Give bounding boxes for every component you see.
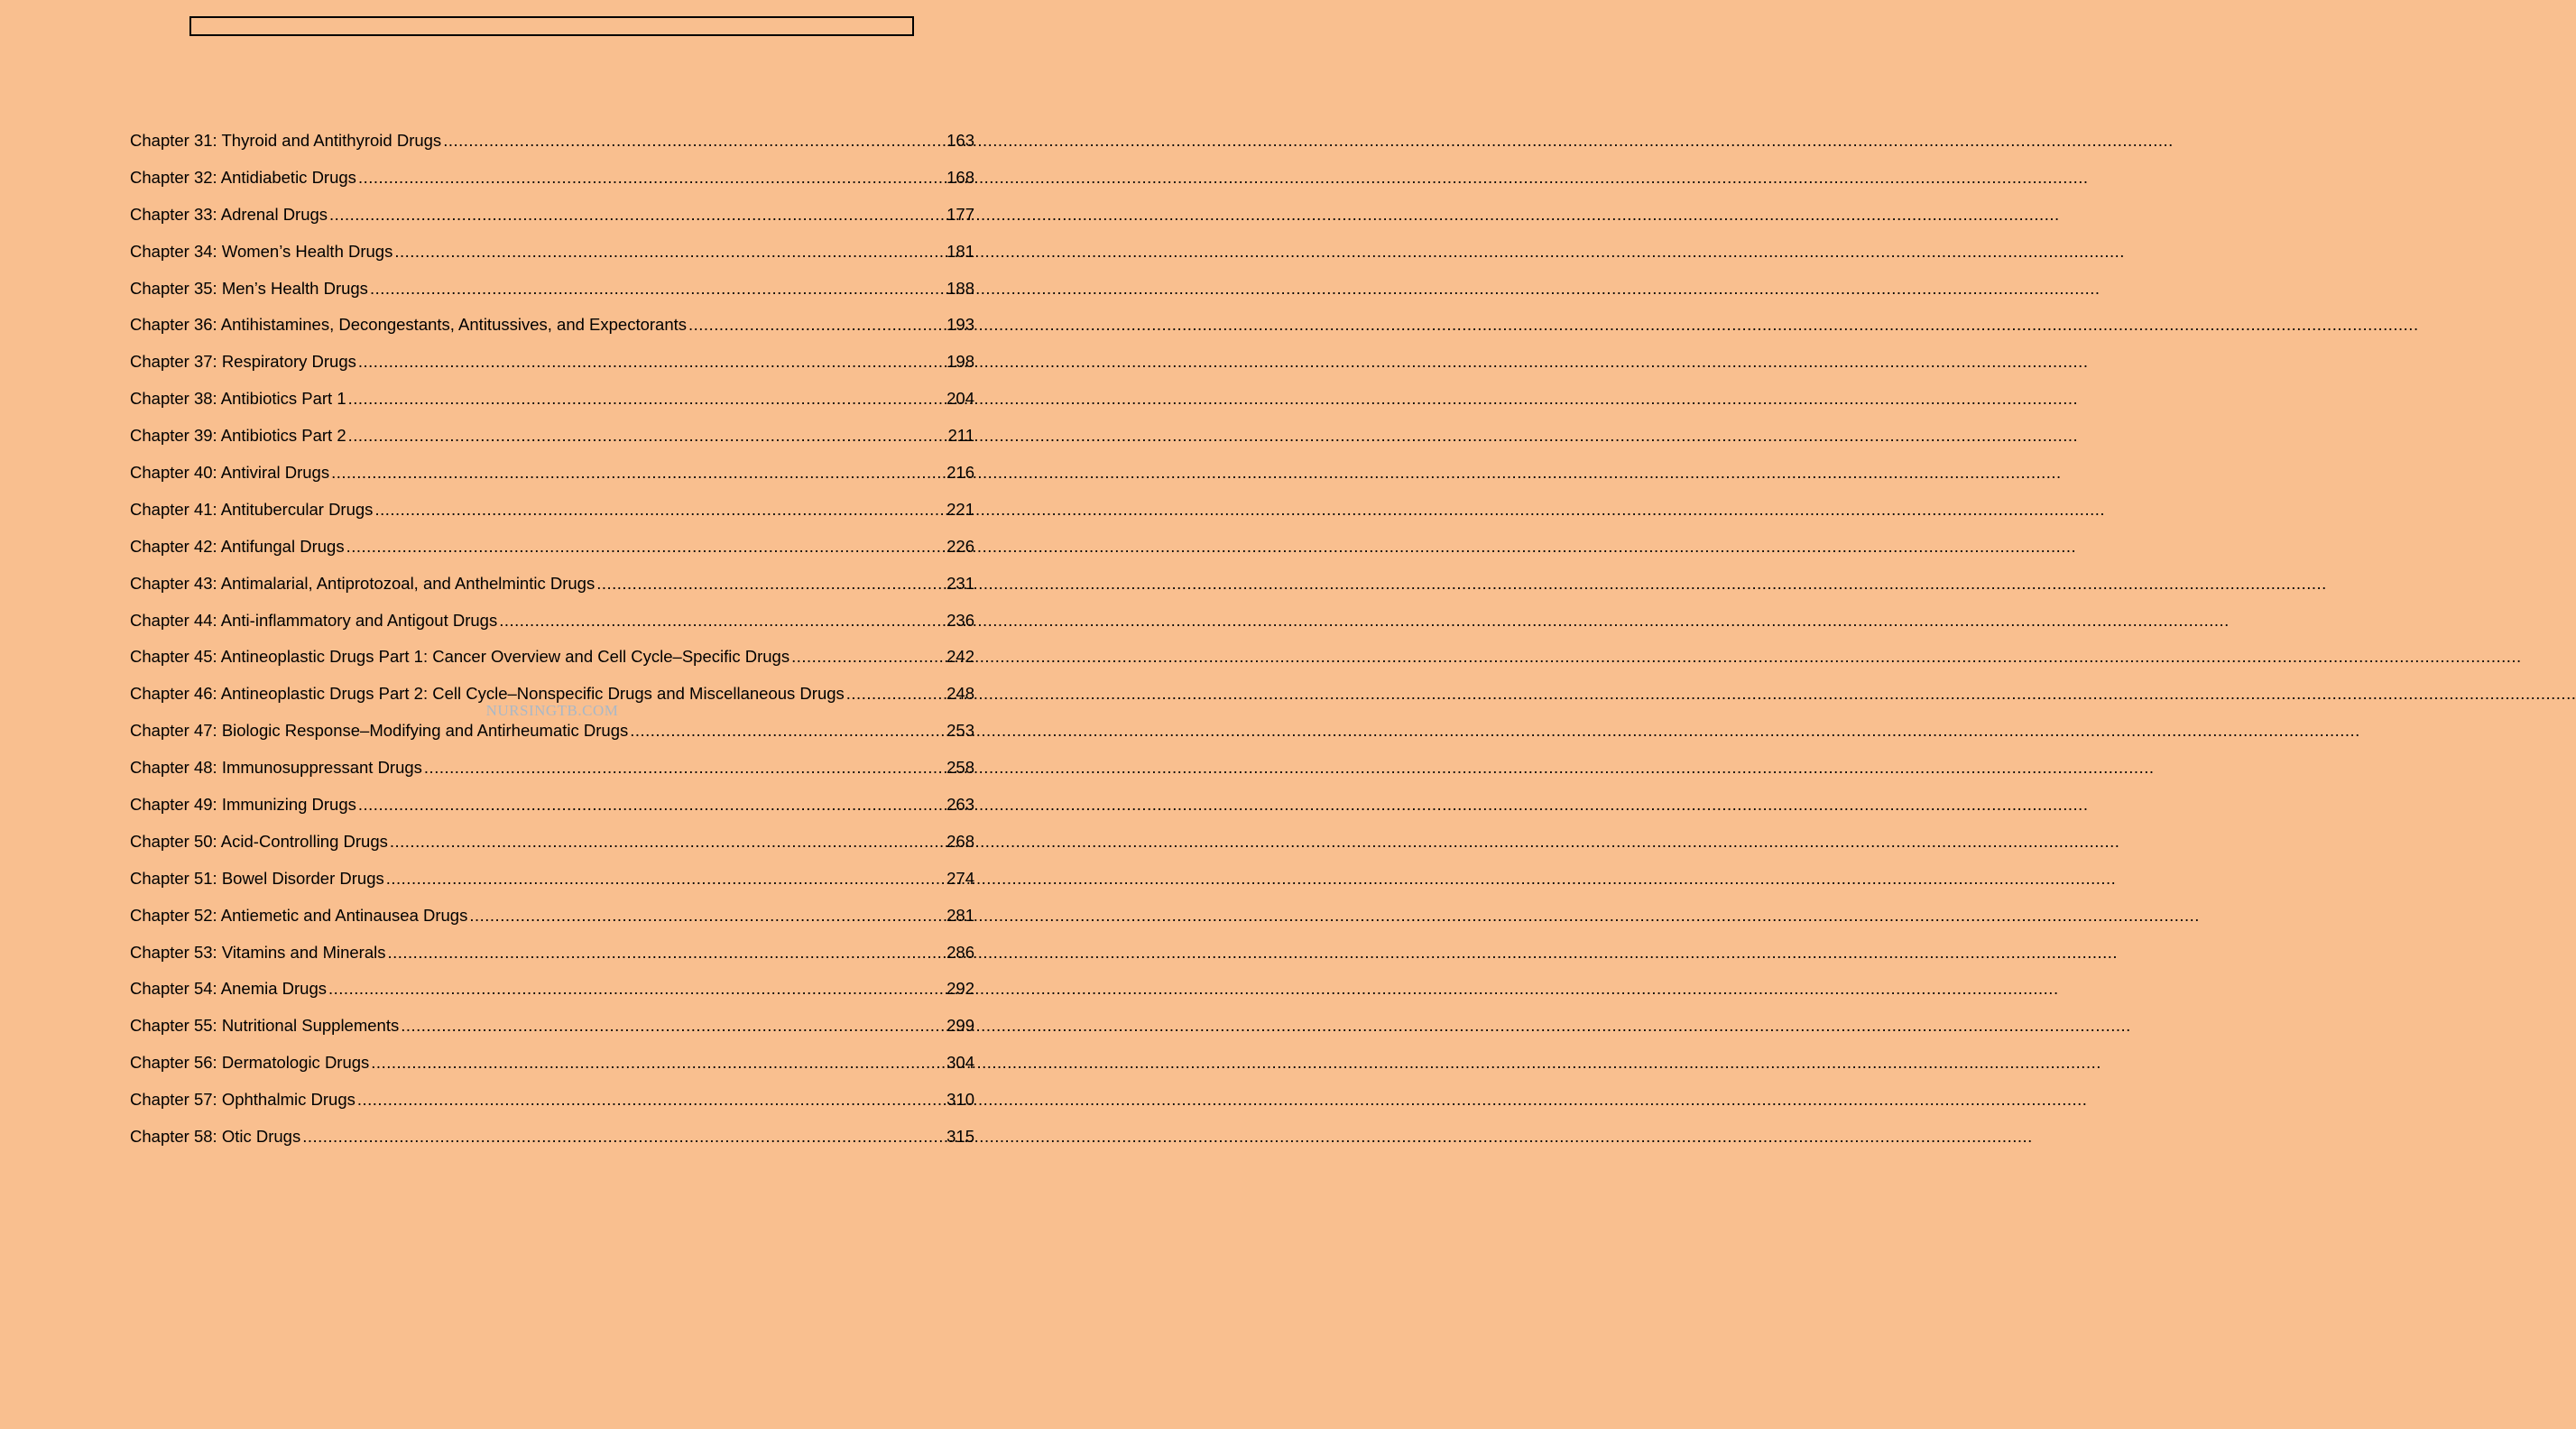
toc-page-number: 188 xyxy=(946,278,974,298)
toc-page-number: 248 xyxy=(946,684,974,704)
toc-entry-chapter-58[interactable] xyxy=(130,1123,974,1160)
toc-dot-leader xyxy=(387,939,945,966)
toc-entry-chapter-45[interactable] xyxy=(130,643,974,680)
toc-dot-leader xyxy=(499,607,945,634)
toc-dot-leader xyxy=(846,680,945,707)
toc-entry-title: Chapter 31: Thyroid and Antithyroid Drugs xyxy=(130,131,442,150)
toc-page-number: 299 xyxy=(946,1016,974,1036)
toc-page-number: 310 xyxy=(946,1090,974,1110)
watermark: NURSINGTB.COM xyxy=(485,702,619,719)
toc-entry-chapter-53[interactable] xyxy=(130,939,974,976)
toc-entry-chapter-38[interactable] xyxy=(130,385,974,422)
toc-page-number: 193 xyxy=(946,315,974,335)
toc-dot-leader xyxy=(596,570,945,597)
toc-dot-leader xyxy=(371,1049,945,1076)
toc-entry-title: Chapter 42: Antifungal Drugs xyxy=(130,536,345,556)
toc-dot-leader xyxy=(358,791,945,818)
toc-page-number: 168 xyxy=(946,167,974,187)
toc-dot-leader xyxy=(358,164,945,191)
toc-entry-chapter-46[interactable] xyxy=(130,680,974,717)
toc-entry-chapter-33[interactable] xyxy=(130,201,974,238)
toc-entry-title: Chapter 57: Ophthalmic Drugs xyxy=(130,1090,355,1110)
toc-page-number: 226 xyxy=(946,536,974,556)
toc-page-number: 211 xyxy=(947,426,974,446)
toc-entry-chapter-39[interactable] xyxy=(130,422,974,459)
toc-page-number: 274 xyxy=(946,868,974,888)
toc-entry-title: Chapter 55: Nutritional Supplements xyxy=(130,1016,400,1036)
toc-entry-chapter-42[interactable] xyxy=(130,533,974,570)
toc-page-number: 177 xyxy=(946,204,974,224)
toc-dot-leader xyxy=(401,1012,945,1039)
toc-dot-leader xyxy=(346,533,946,560)
toc-entry-title: Chapter 51: Bowel Disorder Drugs xyxy=(130,868,384,888)
toc-entry-title: Chapter 58: Otic Drugs xyxy=(130,1127,301,1147)
toc-dot-leader xyxy=(630,717,945,744)
toc-page-number: 292 xyxy=(946,979,974,999)
toc-dot-leader xyxy=(443,127,945,154)
toc-entry-chapter-54[interactable] xyxy=(130,975,974,1012)
toc-dot-leader xyxy=(329,201,945,228)
toc-page-number: 286 xyxy=(946,942,974,962)
toc-entry-chapter-50[interactable] xyxy=(130,828,974,865)
header-box xyxy=(189,16,914,36)
toc-entry-chapter-55[interactable] xyxy=(130,1012,974,1049)
toc-dot-leader xyxy=(791,643,945,670)
toc-page-number: 263 xyxy=(946,795,974,815)
toc-entry-chapter-44[interactable] xyxy=(130,607,974,644)
toc-page-number: 258 xyxy=(946,758,974,778)
toc-entry-chapter-37[interactable] xyxy=(130,348,974,385)
toc-page-number: 221 xyxy=(946,499,974,519)
toc-entry-chapter-41[interactable] xyxy=(130,496,974,533)
toc-dot-leader xyxy=(370,275,945,302)
toc-entry-chapter-40[interactable] xyxy=(130,459,974,496)
toc-entry-chapter-52[interactable] xyxy=(130,902,974,939)
toc-entry-title: Chapter 35: Men’s Health Drugs xyxy=(130,278,368,298)
toc-entry-title: Chapter 43: Antimalarial, Antiprotozoal, and Anthelmintic Drugs xyxy=(130,573,596,593)
toc-entry-title: Chapter 45: Antineoplastic Drugs Part 1: Cancer Overview and Cell Cycle–Specific Drugs xyxy=(130,647,790,667)
toc-entry-title: Chapter 49: Immunizing Drugs xyxy=(130,795,356,815)
toc-dot-leader xyxy=(358,348,945,375)
toc-page-number: 181 xyxy=(946,241,974,261)
toc-dot-leader xyxy=(357,1086,945,1113)
toc-entry-title: Chapter 52: Antiemetic and Antinausea Drugs xyxy=(130,905,468,925)
toc-dot-leader xyxy=(390,828,945,855)
toc-entry-chapter-34[interactable] xyxy=(130,238,974,275)
toc-dot-leader xyxy=(394,238,945,265)
toc-entry-title: Chapter 41: Antitubercular Drugs xyxy=(130,499,374,519)
toc-page-number: 281 xyxy=(946,905,974,925)
toc-page-number: 198 xyxy=(946,352,974,372)
toc-entry-chapter-56[interactable] xyxy=(130,1049,974,1086)
toc-entry-chapter-31[interactable] xyxy=(130,127,974,164)
toc-dot-leader xyxy=(331,459,945,486)
toc-page-number: 268 xyxy=(946,831,974,851)
toc-entry-chapter-51[interactable] xyxy=(130,865,974,902)
toc-entry-chapter-32[interactable] xyxy=(130,164,974,201)
toc-entry-title: Chapter 47: Biologic Response–Modifying and Antirheumatic Drugs xyxy=(130,721,629,741)
toc-entry-chapter-47[interactable] xyxy=(130,717,974,754)
toc-entry-chapter-49[interactable] xyxy=(130,791,974,828)
toc-dot-leader xyxy=(348,422,946,449)
toc-entry-title: Chapter 39: Antibiotics Part 2 xyxy=(130,426,346,446)
toc-entry-title: Chapter 40: Antiviral Drugs xyxy=(130,463,330,483)
toc-page-number: 236 xyxy=(946,610,974,630)
toc-entry-title: Chapter 38: Antibiotics Part 1 xyxy=(130,389,346,409)
toc-dot-leader xyxy=(348,385,946,412)
toc-dot-leader xyxy=(386,865,945,892)
toc-entry-title: Chapter 53: Vitamins and Minerals xyxy=(130,942,386,962)
toc-dot-leader xyxy=(688,311,945,338)
toc-entry-title: Chapter 44: Anti-inflammatory and Antigout Drugs xyxy=(130,610,498,630)
toc-page-number: 315 xyxy=(946,1127,974,1147)
table-of-contents xyxy=(130,127,974,1160)
toc-entry-chapter-36[interactable] xyxy=(130,311,974,348)
toc-dot-leader xyxy=(424,754,945,781)
toc-dot-leader xyxy=(469,902,945,929)
toc-entry-title: Chapter 54: Anemia Drugs xyxy=(130,979,328,999)
toc-page-number: 304 xyxy=(946,1053,974,1073)
toc-dot-leader xyxy=(374,496,945,523)
toc-entry-chapter-35[interactable] xyxy=(130,275,974,312)
toc-entry-title: Chapter 36: Antihistamines, Decongestants, Antitussives, and Expectorants xyxy=(130,315,688,335)
toc-page-number: 204 xyxy=(946,389,974,409)
toc-entry-title: Chapter 48: Immunosuppressant Drugs xyxy=(130,758,422,778)
toc-entry-title: Chapter 37: Respiratory Drugs xyxy=(130,352,356,372)
toc-page-number: 163 xyxy=(946,131,974,150)
toc-entry-title: Chapter 56: Dermatologic Drugs xyxy=(130,1053,370,1073)
toc-entry-title: Chapter 46: Antineoplastic Drugs Part 2: Cell Cycle–Nonspecific Drugs and Miscellaneous Drugs xyxy=(130,684,845,704)
toc-entry-title: Chapter 50: Acid-Controlling Drugs xyxy=(130,831,388,851)
toc-page-number: 253 xyxy=(946,721,974,741)
toc-entry-title: Chapter 34: Women’s Health Drugs xyxy=(130,241,393,261)
toc-dot-leader xyxy=(302,1123,945,1150)
toc-page-number: 216 xyxy=(946,463,974,483)
toc-page-number: 231 xyxy=(946,573,974,593)
toc-entry-title: Chapter 32: Antidiabetic Drugs xyxy=(130,167,356,187)
toc-page-number: 242 xyxy=(946,647,974,667)
toc-entry-chapter-57[interactable] xyxy=(130,1086,974,1123)
toc-entry-chapter-43[interactable] xyxy=(130,570,974,607)
toc-entry-title: Chapter 33: Adrenal Drugs xyxy=(130,204,328,224)
toc-dot-leader xyxy=(328,975,945,1002)
toc-entry-chapter-48[interactable] xyxy=(130,754,974,791)
